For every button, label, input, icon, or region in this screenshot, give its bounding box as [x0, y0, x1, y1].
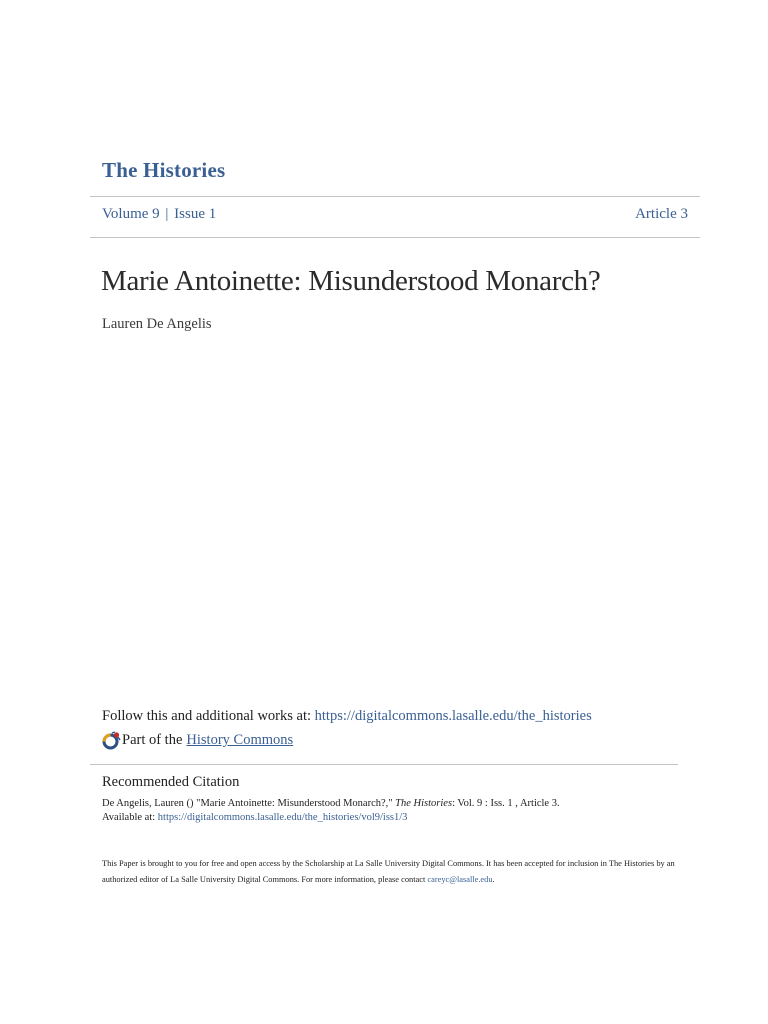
- issue-link[interactable]: Issue 1: [174, 206, 217, 222]
- volume-link[interactable]: Volume 9: [102, 206, 160, 222]
- available-at-link[interactable]: https://digitalcommons.lasalle.edu/the_histories/vol9/iss1/3: [157, 811, 408, 823]
- header-divider-bottom: [90, 237, 700, 238]
- contact-email-link[interactable]: careyc@lasalle.edu: [427, 875, 493, 884]
- citation-line: [102, 797, 560, 811]
- access-notice-text: This Paper is brought to you for free and open access by the Scholarship at La Salle University Digital Commons. It has been accepted for inclusion in The Histories by an authorized editor of La Salle University Digital Commons. For more information, please contact: [102, 859, 675, 884]
- header-divider-top: [90, 196, 700, 197]
- access-notice-end: .: [492, 875, 495, 884]
- citation-journal: The Histories: [395, 798, 453, 809]
- part-of-line: [102, 731, 293, 750]
- citation-prefix: De Angelis, Lauren () "Marie Antoinette: Misunderstood Monarch?,": [102, 798, 393, 809]
- citation-block: [102, 797, 560, 824]
- volume-issue: [102, 206, 216, 223]
- follow-label: Follow this and additional works at:: [102, 708, 312, 724]
- access-notice: [102, 856, 682, 888]
- available-at-line: [102, 811, 560, 825]
- volume-issue-separator: |: [165, 206, 169, 222]
- recommended-citation-heading: Recommended Citation: [102, 774, 240, 790]
- available-at-label: Available at:: [102, 811, 156, 823]
- follow-line: [102, 708, 592, 725]
- journal-title[interactable]: The Histories: [102, 158, 226, 182]
- network-commons-icon: [102, 731, 121, 750]
- follow-url-link[interactable]: https://digitalcommons.lasalle.edu/the_histories: [314, 708, 592, 724]
- article-title: Marie Antoinette: Misunderstood Monarch?: [101, 265, 601, 297]
- author-name: Lauren De Angelis: [102, 316, 212, 332]
- citation-suffix: : Vol. 9 : Iss. 1 , Article 3.: [452, 798, 560, 809]
- history-commons-link[interactable]: History Commons: [186, 732, 294, 748]
- part-of-label: Part of the: [122, 732, 183, 748]
- article-number-link[interactable]: Article 3: [635, 206, 688, 222]
- citation-divider: [90, 764, 678, 765]
